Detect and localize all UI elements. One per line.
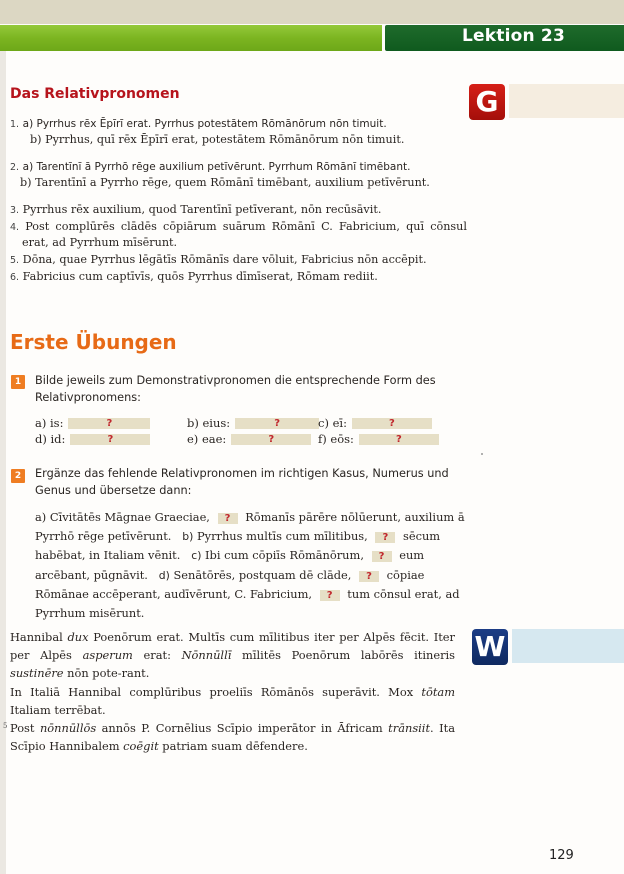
grammar-badge-icon: G	[469, 84, 505, 120]
example-2a: 2. a) Tarentīnī ā Pyrrhō rēge auxilium petīvērunt. Pyrrhum Rōmānī timēbant.	[10, 161, 411, 173]
lesson-label: Lektion 23	[462, 26, 565, 46]
reading-paragraph-2: In Italiā Hannibal complūribus proeliīs Rōmānōs superāvit. Mox tōtam Italiam terrēbat.	[10, 684, 455, 717]
page-gutter-shadow	[0, 51, 6, 874]
example-2b-text: b) Tarentīnī a Pyrrho rēge, quem Rōmānī timēbant, auxilium petīvērunt.	[20, 176, 430, 189]
grammar-band	[509, 84, 624, 118]
line-number-marker: 5	[3, 722, 8, 730]
page-number: 129	[549, 848, 574, 863]
section-title-erste-uebungen: Erste Übungen	[10, 330, 177, 354]
sentence-6: 6. Fabricius cum captīvīs, quōs Pyrrhus dīmīserat, Rōmam rediit.	[10, 270, 378, 283]
glossed-word: sustinēre	[10, 666, 64, 681]
reading-paragraph-3: Post nōnnūllōs annōs P. Cornēlius Scīpio imperātor in Āfricam trānsiit. Ita Scīpio Hannibalem coēgit patriam suam dēfendere.	[10, 721, 455, 754]
example-1b	[10, 132, 404, 147]
task-1-item-e: e) eae: ?	[187, 432, 311, 446]
task-2-line-1: a) Cīvitātēs Māgnae Graeciae, ? Rōmanīs pārēre nōlūerunt, auxilium ā	[35, 510, 465, 524]
example-1a-text: a) Pyrrhus rēx Ēpīrī erat. Pyrrhus potestātem Rōmānōrum nōn timuit.	[22, 118, 387, 130]
task-1-item-c: c) eī: ?	[318, 416, 432, 430]
answer-blank-f[interactable]: ?	[359, 434, 439, 445]
task-1-number: 1	[11, 375, 25, 389]
glossed-word: nōnnūllōs	[39, 721, 97, 736]
sentence-5: 5. Dōna, quae Pyrrhus lēgātīs Rōmānīs dare vōluit, Fabricius nōn accēpit.	[10, 253, 427, 266]
answer-blank-2d[interactable]: ?	[359, 571, 379, 582]
words-band	[512, 629, 624, 663]
glossed-word: dux	[67, 630, 89, 644]
task-1-item-a: a) is: ?	[35, 416, 150, 430]
glossed-word: coēgit	[123, 739, 159, 754]
task-2-line-3: habēbat, in Italiam vēnit. c) Ibi cum cōpiīs Rōmānōrum, ? eum	[35, 548, 425, 563]
task-1-item-d: d) id: ?	[35, 432, 150, 446]
answer-blank-e[interactable]: ?	[231, 434, 311, 445]
header-green-bar	[0, 25, 382, 51]
print-speck	[481, 453, 483, 455]
answer-blank-c[interactable]: ?	[352, 418, 432, 429]
task-1-item-f: f) eōs: ?	[318, 432, 439, 446]
task-1-item-b: b) eius: ?	[187, 416, 319, 430]
task-2-text	[35, 508, 465, 623]
answer-blank-2a[interactable]: ?	[218, 513, 238, 524]
glossed-word: tōtam	[421, 684, 455, 699]
task-2-line-4: arcēbant, pūgnāvit. d) Senātōrēs, postquam dē clāde, ? cōpiae	[35, 567, 425, 582]
answer-blank-d[interactable]: ?	[70, 434, 150, 445]
reading-passage	[10, 628, 455, 755]
answer-blank-2c[interactable]: ?	[372, 551, 392, 562]
task-1-row-1	[35, 416, 455, 432]
task-1-row-2	[35, 432, 455, 448]
example-2a-text: a) Tarentīnī ā Pyrrhō rēge auxilium petīvērunt. Pyrrhum Rōmānī timēbant.	[22, 161, 411, 173]
glossed-word: Nōnnūllī	[181, 648, 232, 663]
sentence-4: 4. Post complūrēs clādēs cōpiārum suārum Rōmānī C. Fabricium, quī cōnsul	[10, 220, 467, 233]
sentence-4-cont: erat, ad Pyrrhum mīsērunt.	[22, 236, 178, 249]
answer-blank-2e[interactable]: ?	[320, 590, 340, 601]
reading-paragraph-1: Hannibal dux Poenōrum erat. Multīs cum mīlitibus iter per Alpēs fēcit. Iter per Alpēs asperum erat: Nōnnūllī mīlitēs Poenōrum labōrēs itineris sustinēre nōn pote-rant.	[10, 630, 456, 681]
task-2-instruction: Ergänze das fehlende Relativpronomen im richtigen Kasus, Numerus und Genus und übersetze dann:	[35, 467, 449, 497]
answer-blank-a[interactable]: ?	[68, 418, 150, 429]
example-2b	[10, 175, 430, 190]
page-top-strip	[0, 0, 624, 24]
task-2-line-5: Rōmānae accēperant, audīvērunt, C. Fabricium, ? tum cōnsul erat, ad	[35, 587, 460, 602]
answer-blank-b[interactable]: ?	[235, 418, 319, 429]
task-2-line-6: Pyrrhum misērunt.	[35, 605, 145, 620]
answer-blank-2b[interactable]: ?	[375, 532, 395, 543]
task-1-instruction: Bilde jeweils zum Demonstrativpronomen die entsprechende Form des Relativpronomens:	[35, 374, 436, 404]
sentence-3: 3. Pyrrhus rēx auxilium, quod Tarentīnī petīverant, nōn recūsāvit.	[10, 203, 382, 216]
glossed-word: asperum	[82, 648, 133, 663]
example-1a: 1. a) Pyrrhus rēx Ēpīrī erat. Pyrrhus potestātem Rōmānōrum nōn timuit.	[10, 118, 387, 130]
glossed-word: trānsiit	[388, 721, 431, 736]
task-2-number: 2	[11, 469, 25, 483]
section-title-relativpronomen: Das Relativpronomen	[10, 86, 180, 102]
task-2-line-2: Pyrrhō rēge petīvērunt. b) Pyrrhus multīs cum mīlitibus, ? sēcum	[35, 528, 441, 543]
example-1b-text: b) Pyrrhus, quī rēx Ēpīrī erat, potestātem Rōmānōrum nōn timuit.	[30, 133, 405, 146]
words-badge-icon: W	[472, 629, 508, 665]
